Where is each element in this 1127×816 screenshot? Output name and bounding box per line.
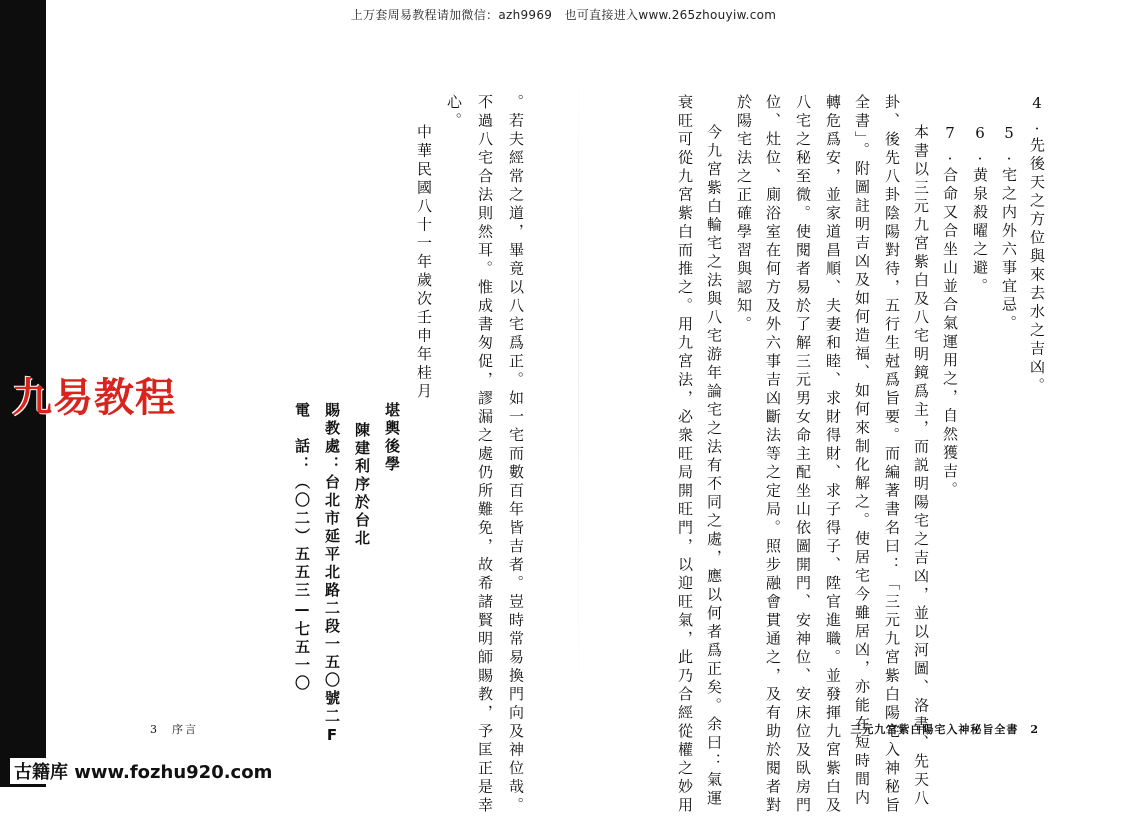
author-title: 堪輿後學 [383, 402, 401, 474]
text-column: 7.合命又合坐山並合氣運用之，自然獲吉。 [941, 124, 959, 500]
text-column: 本書以三元九宮紫白及八宅明鏡爲主，而説明陽宅之吉凶，並以河圖、洛書、先天八 [912, 124, 930, 809]
text-column: 位、灶位、廁浴室在何方及外六事吉凶斷法等之定局。照步融會貫通之，及有助於閱者對 [764, 94, 782, 816]
watermark-site: 古籍库 www.fozhu920.com [10, 758, 276, 784]
text-column: 不過八宅合法則然耳。惟成書匆促，謬漏之處仍所難免，故希諸賢明師賜教，予匡正是幸 [476, 94, 494, 816]
text-column: 八宅之秘至微。使閱者易於了解三元男女命主配坐山依圖開門、安神位、安床位及臥房門 [794, 94, 812, 816]
text-column: 5.宅之内外六事宜忌。 [1000, 124, 1018, 334]
text-column: 6.黄泉殺曜之避。 [971, 124, 989, 297]
contact-phone: 電 話：（〇二）五五三—七五一〇 [293, 402, 311, 693]
text-column: 全書」。附圖註明吉凶及如何造福、如何來制化解之。使居宅今雖居凶，亦能在短時間内 [853, 94, 871, 808]
left-page-footer: 3 序言 [150, 723, 198, 736]
text-column: 於陽宅法之正確學習與認知。 [735, 94, 753, 335]
text-column: 卦、後先八卦陰陽對待，五行生尅爲旨要。而編著書名曰：「三元九宮紫白陽宅入神秘旨 [883, 94, 901, 816]
text-column: 轉危爲安，並家道昌順、夫妻和睦、求財得財、求子得子、陞官進職。並發揮九宮紫白及 [824, 94, 842, 816]
text-column: 衰旺可從九宮紫白而推之。用九宮法，必衆旺局開旺門，以迎旺氣，此乃合經從權之妙用 [676, 94, 694, 816]
page-fold [578, 30, 579, 730]
preface-date: 中華民國八十一年歲次壬申年桂月 [415, 124, 433, 402]
contact-address: 賜教處：台北市延平北路二段一五〇號二F [323, 402, 341, 747]
watermark-logo: 九易教程 [12, 375, 176, 421]
author-signature: 陳建利序於台北 [353, 422, 371, 548]
right-page-footer: 三元九宮紫白陽宅入神秘旨全書 2 [850, 723, 1039, 736]
text-column: 今九宮紫白輪宅之法與八宅游年論宅之法有不同之處，應以何者爲正矣。余曰：氣運 [705, 124, 723, 809]
text-column: 心。 [445, 94, 463, 131]
banner-text: 上万套周易教程请加微信：azh9969 也可直接进入www.265zhouyiw.com [350, 8, 777, 22]
text-column: 4.先後天之方位與來去水之吉凶。 [1028, 94, 1046, 396]
text-column: 。若夫經常之道，畢竟以八宅爲正。如一宅而數百年皆吉者。豈時常易換門向及神位哉。 [507, 94, 525, 816]
